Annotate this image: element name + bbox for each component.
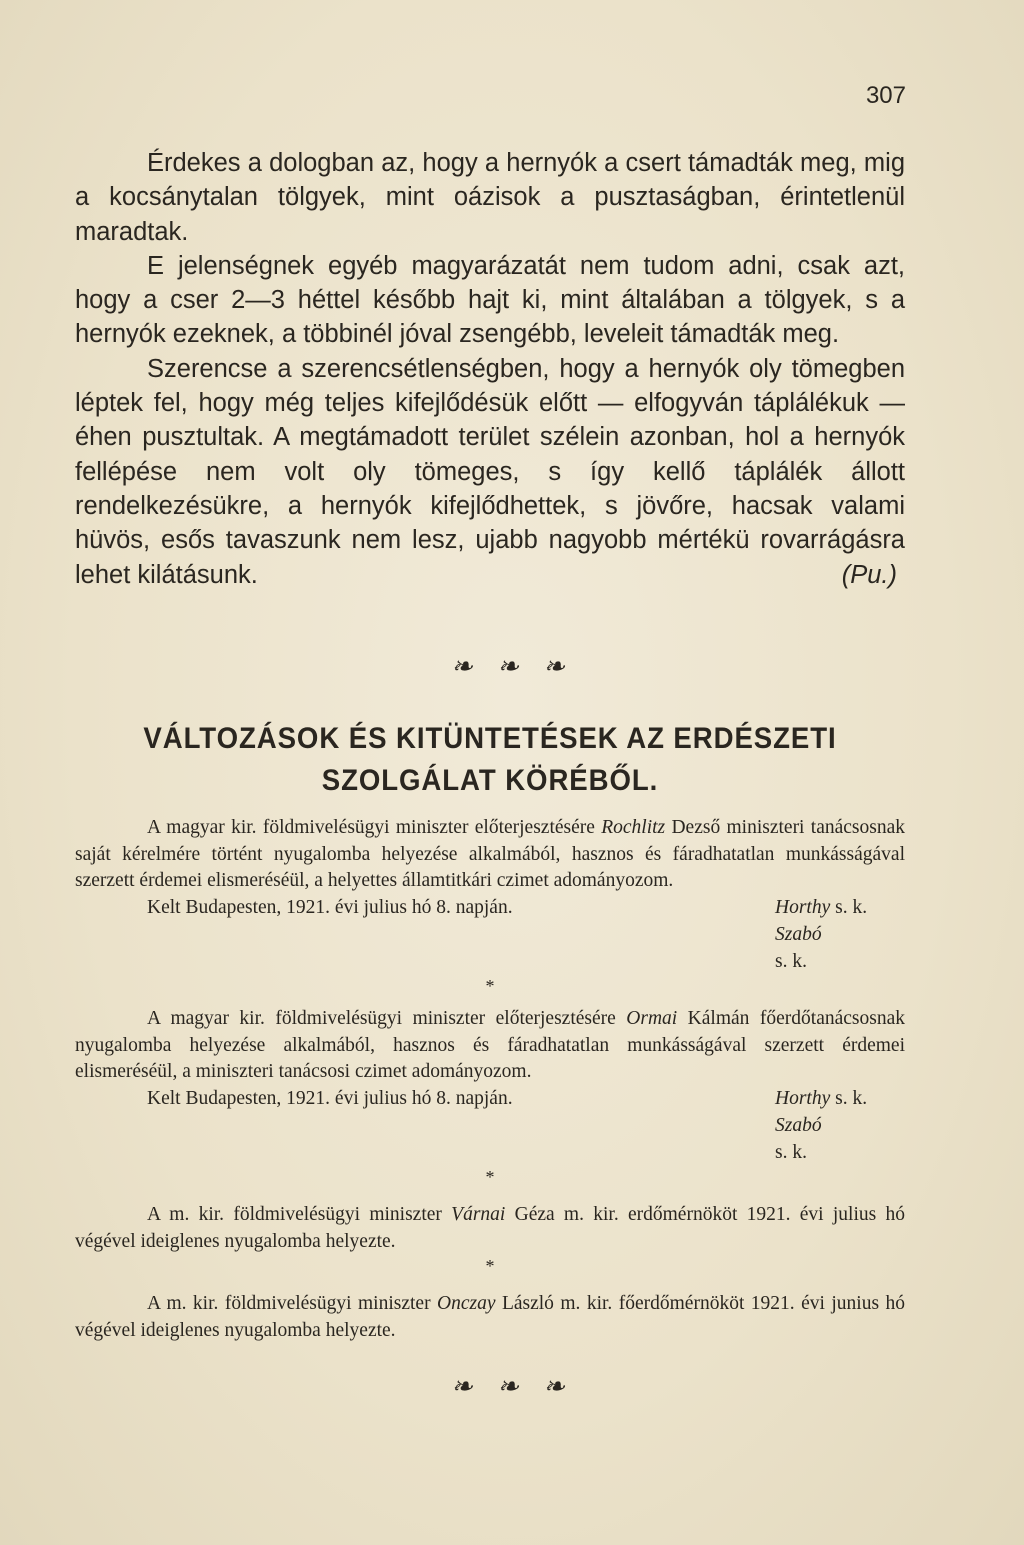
decree-3 — [75, 1202, 905, 1277]
ornament-glyphs: ❧ ❧ ❧ — [451, 652, 573, 682]
decree-text — [75, 1006, 905, 1086]
person-name: Várnai — [451, 1204, 506, 1225]
decree-text — [75, 1202, 905, 1255]
heading-line-1: VÁLTOZÁSOK ÉS KITÜNTETÉSEK AZ ERDÉSZETI — [143, 722, 837, 755]
separator-star: * — [485, 1167, 495, 1188]
person-name: Onczay — [437, 1293, 496, 1314]
author-signature: (Pu.) — [841, 560, 897, 589]
separator-star: * — [485, 976, 495, 997]
decree-text-post: Géza m. kir. erdőmérnököt 1921. évi julius hó végével ideiglenes nyugalomba helyezte. — [75, 1204, 905, 1252]
person-name: Ormai — [626, 1008, 678, 1029]
signature-1 — [775, 895, 905, 922]
heading-line-2: SZOLGÁLAT KÖRÉBŐL. — [321, 764, 659, 797]
dated-line: Kelt Budapesten, 1921. évi julius hó 8. napján. — [147, 1088, 513, 1110]
decree-text-post: Dezső miniszteri tanácsosnak saját kérelmére történt nyugalomba helyezése alkalmából, hasznos és fáradhatatlan munkásságával szerzett érdemei elismeréséül, a helyettes államtitkári czimet adományozom. — [75, 817, 905, 892]
signer-name: Horthy — [775, 1088, 831, 1110]
signature-2 — [75, 1113, 905, 1166]
ornament-glyphs: ❧ ❧ ❧ — [451, 1372, 573, 1402]
decree-4 — [75, 1291, 905, 1344]
separator-star: * — [485, 1256, 495, 1277]
signature-1 — [775, 1086, 905, 1113]
signer-suffix: s. k. — [775, 950, 807, 972]
signature-2 — [75, 922, 905, 975]
article-body — [75, 146, 905, 592]
body-paragraph: Érdekes a dologban az, hogy a hernyók a csert támadták meg, mig a kocsánytalan tölgyek, mint oázisok a pusztaságban, érintetlenül maradtak. — [75, 149, 905, 246]
signer-name: Horthy — [775, 897, 831, 919]
decree-1 — [75, 815, 905, 997]
decree-text — [75, 815, 905, 895]
signer-suffix: s. k. — [830, 897, 868, 919]
decree-text-pre: A m. kir. földmivelésügyi miniszter — [147, 1204, 452, 1225]
body-paragraph — [75, 352, 905, 592]
signer-name: Szabó — [775, 923, 822, 945]
decree-dateline — [75, 895, 905, 922]
decree-text-pre: A m. kir. földmivelésügyi miniszter — [147, 1293, 438, 1314]
signer-name: Szabó — [775, 1114, 822, 1136]
section-ornament — [0, 652, 1024, 682]
decree-text-post: László m. kir. főerdőmérnököt 1921. évi junius hó végével ideiglenes nyugalomba helyezte. — [75, 1293, 905, 1341]
page-number: 307 — [865, 82, 906, 109]
signer-suffix: s. k. — [775, 1141, 807, 1163]
decree-text-post: Kálmán főerdőtanácsosnak nyugalomba helyezése alkalmából, hasznos és fáradhatatlan munkásságával szerzett érdemei elismeréséül, a miniszteri tanácsosi czimet adományozom. — [75, 1008, 905, 1083]
section-heading — [108, 718, 872, 802]
decree-text-pre: A magyar kir. földmivelésügyi miniszter előterjesztésére — [147, 1008, 627, 1029]
dated-line: Kelt Budapesten, 1921. évi julius hó 8. napján. — [147, 897, 513, 919]
decree-dateline — [75, 1086, 905, 1113]
decree-text-pre: A magyar kir. földmivelésügyi miniszter előterjesztésére — [147, 817, 602, 838]
signer-suffix: s. k. — [830, 1088, 868, 1110]
end-ornament — [0, 1372, 1024, 1402]
decree-text — [75, 1291, 905, 1344]
decree-2 — [75, 1006, 905, 1188]
body-paragraph-text: Szerencse a szerencsétlenségben, hogy a hernyók oly tömegben léptek fel, hogy még teljes kifejlődésük előtt — elfogyván táplálékuk — éhen pusztultak. A megtámadott terület szélein azonban, hol a hernyók fellépése nem volt oly tömeges, s így kellő táplálék állott rendelkezésükre, a hernyók kifejlődhettek, s jövőre, hacsak valami hüvös, esős tavaszunk nem lesz, ujabb nagyobb mértékü rovarrágásra lehet kilátásunk. — [75, 354, 905, 589]
person-name: Rochlitz — [601, 817, 666, 838]
body-paragraph: E jelenségnek egyéb magyarázatát nem tudom adni, csak azt, hogy a cser 2—3 héttel később hajt ki, mint általában a tölgyek, s a hernyók ezeknek, a többinél jóval zsengébb, leveleit támadták meg. — [75, 251, 905, 349]
